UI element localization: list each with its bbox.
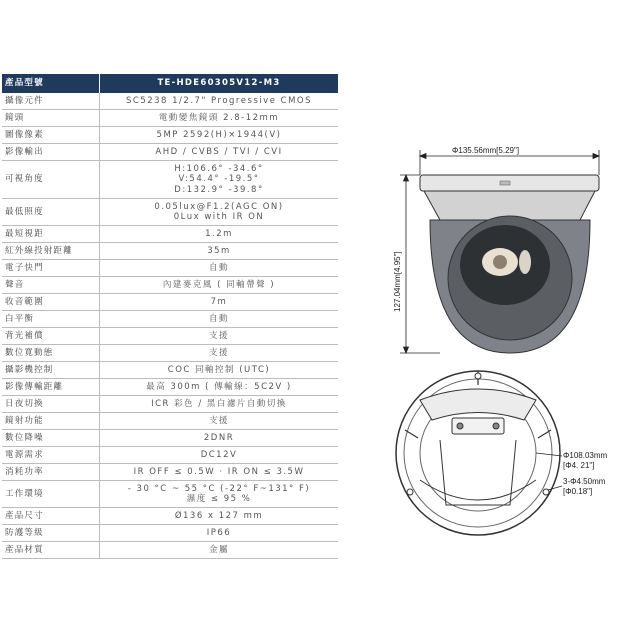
height-dimension-label: 127.04mm[4.95"]: [393, 251, 402, 312]
spec-label: 最短視距: [2, 226, 100, 243]
spec-value: SC5238 1/2.7" Progressive CMOS: [100, 93, 339, 110]
spec-row: [2, 311, 338, 328]
spec-row: [2, 413, 338, 430]
spec-label: 紅外線投射距離: [2, 243, 100, 260]
spec-value: 支援: [100, 328, 339, 345]
camera-base-view: [396, 371, 560, 535]
spec-row: [2, 430, 338, 447]
spec-row: [2, 345, 338, 362]
spec-value: 1.2m: [100, 226, 339, 243]
spec-value: AHD / CVBS / TVI / CVI: [100, 144, 339, 161]
spec-row: [2, 481, 338, 508]
spec-row: [2, 199, 338, 226]
spec-value: IP66: [100, 525, 339, 542]
spec-row: [2, 144, 338, 161]
spec-label: 白平衡: [2, 311, 100, 328]
spec-row: [2, 396, 338, 413]
spec-label: 防護等級: [2, 525, 100, 542]
spec-row: [2, 362, 338, 379]
spec-row: [2, 243, 338, 260]
spec-label: 圖像像素: [2, 127, 100, 144]
spec-value: 支援: [100, 413, 339, 430]
spec-value: 電動變焦鏡頭 2.8-12mm: [100, 110, 339, 127]
spec-row: [2, 294, 338, 311]
width-dimension-label: Φ135.56mm[5.29"]: [452, 146, 520, 155]
spec-value: H:106.6° -34.6° V:54.4° -19.5° D:132.9° -39.8°: [100, 161, 339, 199]
spec-row: [2, 542, 338, 559]
spec-row: [2, 260, 338, 277]
spec-row: [2, 447, 338, 464]
spec-row: [2, 161, 338, 199]
camera-dimension-drawing: [345, 130, 610, 550]
spec-label: 日夜切換: [2, 396, 100, 413]
spec-label: 攝像元件: [2, 93, 100, 110]
spec-label: 背光補償: [2, 328, 100, 345]
mounting-hole-inch-label: [Φ0.18"]: [563, 487, 593, 496]
spec-value: Ø136 x 127 mm: [100, 508, 339, 525]
spec-table: [2, 74, 338, 559]
base-diameter-label: Φ108.03mm: [563, 451, 608, 460]
spec-label: 收音範圍: [2, 294, 100, 311]
spec-row: [2, 328, 338, 345]
spec-label: 產品尺寸: [2, 508, 100, 525]
table-header-row: [2, 74, 338, 93]
spec-label: 鏡頭: [2, 110, 100, 127]
spec-label: 攝影機控制: [2, 362, 100, 379]
spec-value: ICR 彩色 / 黑白濾片自動切換: [100, 396, 339, 413]
spec-value: 2DNR: [100, 430, 339, 447]
spec-label: 鏡射功能: [2, 413, 100, 430]
spec-value: 支援: [100, 345, 339, 362]
spec-value: 金屬: [100, 542, 339, 559]
spec-label: 可視角度: [2, 161, 100, 199]
spec-value: 自動: [100, 260, 339, 277]
spec-label: 影像輸出: [2, 144, 100, 161]
mounting-hole-label: 3-Φ4.50mm: [563, 477, 606, 486]
spec-row: [2, 379, 338, 396]
spec-value: 最高 300m ( 傳輸線：5C2V ): [100, 379, 339, 396]
spec-label: 最低照度: [2, 199, 100, 226]
spec-label: 消耗功率: [2, 464, 100, 481]
spec-label: 電源需求: [2, 447, 100, 464]
spec-value: - 30 °C ~ 55 °C (-22° F~131° F) 濕度 ≤ 95 %: [100, 481, 339, 508]
spec-value: COC 同軸控制 (UTC): [100, 362, 339, 379]
spec-value: IR OFF ≤ 0.5W · IR ON ≤ 3.5W: [100, 464, 339, 481]
spec-value: 內建麥克風 ( 同軸帶聲 ): [100, 277, 339, 294]
spec-row: [2, 93, 338, 110]
spec-row: [2, 525, 338, 542]
spec-label: 聲音: [2, 277, 100, 294]
spec-value: 自動: [100, 311, 339, 328]
spec-label: 影像傳輸距離: [2, 379, 100, 396]
spec-label: 數位降噪: [2, 430, 100, 447]
spec-row: [2, 464, 338, 481]
spec-row: [2, 508, 338, 525]
spec-row: [2, 226, 338, 243]
spec-label: 數位寬動態: [2, 345, 100, 362]
spec-row: [2, 127, 338, 144]
spec-value: 7m: [100, 294, 339, 311]
spec-value: 35m: [100, 243, 339, 260]
spec-value: 0.05lux@F1.2(AGC ON) 0Lux with IR ON: [100, 199, 339, 226]
spec-label: 電子快門: [2, 260, 100, 277]
spec-row: [2, 277, 338, 294]
spec-value: DC12V: [100, 447, 339, 464]
spec-label: 產品材質: [2, 542, 100, 559]
model-number: TE-HDE60305V12-M3: [100, 74, 339, 93]
base-diameter-inch-label: [Φ4. 21"]: [563, 461, 595, 470]
header-label: 產品型號: [2, 74, 100, 93]
spec-value: 5MP 2592(H)×1944(V): [100, 127, 339, 144]
camera-side-view: [420, 175, 599, 353]
spec-label: 工作環境: [2, 481, 100, 508]
spec-row: [2, 110, 338, 127]
